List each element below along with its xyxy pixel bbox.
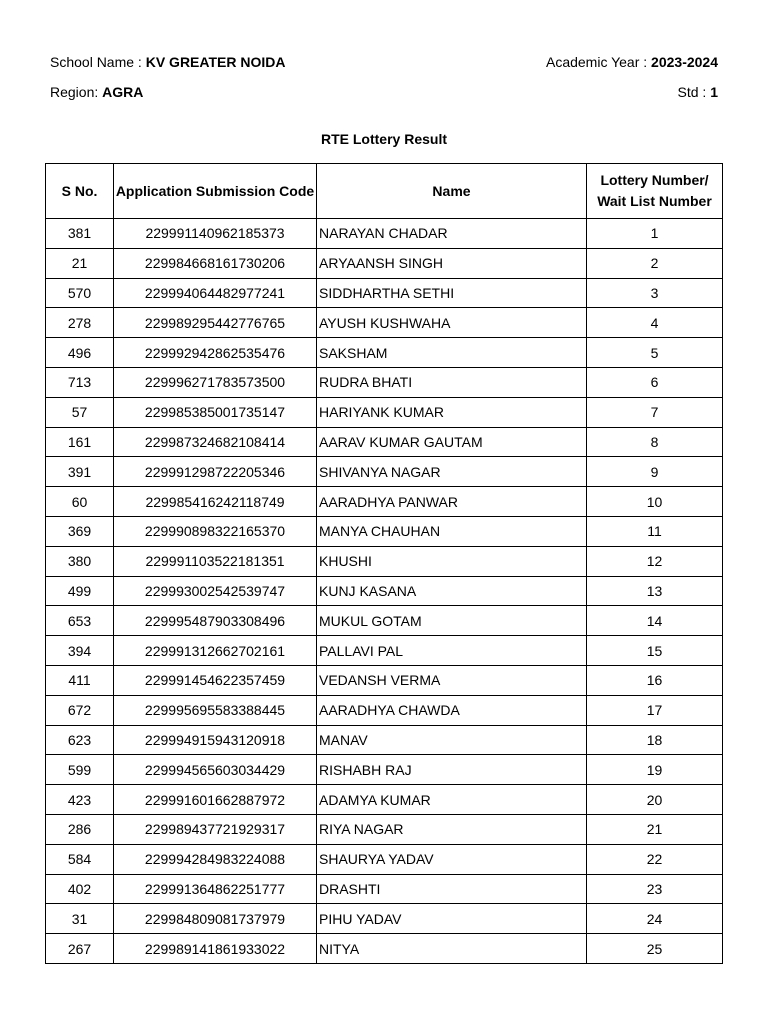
school-name-value: KV GREATER NOIDA xyxy=(145,54,286,70)
column-header-application-code: Application Submission Code xyxy=(114,164,317,219)
cell-application-code: 229985416242118749 xyxy=(114,487,317,517)
cell-application-code: 229990898322165370 xyxy=(114,516,317,546)
cell-lottery-number: 20 xyxy=(587,785,723,815)
table-row xyxy=(46,308,723,338)
cell-name: KHUSHI xyxy=(317,546,587,576)
cell-s-no: 57 xyxy=(46,397,114,427)
region-label: Region: xyxy=(50,84,99,100)
cell-name: HARIYANK KUMAR xyxy=(317,397,587,427)
cell-application-code: 229984668161730206 xyxy=(114,248,317,278)
academic-year-label: Academic Year : xyxy=(545,54,648,70)
cell-name: PALLAVI PAL xyxy=(317,636,587,666)
region-value: AGRA xyxy=(102,84,144,100)
cell-application-code: 229994565603034429 xyxy=(114,755,317,785)
cell-name: SAKSHAM xyxy=(317,338,587,368)
cell-application-code: 229991601662887972 xyxy=(114,785,317,815)
cell-lottery-number: 10 xyxy=(587,487,723,517)
cell-lottery-number: 12 xyxy=(587,546,723,576)
cell-lottery-number: 2 xyxy=(587,248,723,278)
standard-label: Std : xyxy=(677,84,707,100)
cell-s-no: 653 xyxy=(46,606,114,636)
cell-application-code: 229991312662702161 xyxy=(114,636,317,666)
cell-s-no: 713 xyxy=(46,367,114,397)
cell-lottery-number: 25 xyxy=(587,934,723,964)
school-name-label: School Name : xyxy=(50,54,142,70)
cell-s-no: 672 xyxy=(46,695,114,725)
cell-application-code: 229985385001735147 xyxy=(114,397,317,427)
table-row xyxy=(46,904,723,934)
cell-application-code: 229984809081737979 xyxy=(114,904,317,934)
cell-name: SHIVANYA NAGAR xyxy=(317,457,587,487)
cell-name: AYUSH KUSHWAHA xyxy=(317,308,587,338)
cell-application-code: 229994284983224088 xyxy=(114,844,317,874)
cell-name: NITYA xyxy=(317,934,587,964)
cell-s-no: 423 xyxy=(46,785,114,815)
page-title: RTE Lottery Result xyxy=(320,131,447,147)
cell-lottery-number: 19 xyxy=(587,755,723,785)
cell-lottery-number: 17 xyxy=(587,695,723,725)
cell-lottery-number: 7 xyxy=(587,397,723,427)
table-row xyxy=(46,546,723,576)
cell-lottery-number: 14 xyxy=(587,606,723,636)
cell-application-code: 229994915943120918 xyxy=(114,725,317,755)
cell-name: PIHU YADAV xyxy=(317,904,587,934)
cell-lottery-number: 24 xyxy=(587,904,723,934)
cell-s-no: 21 xyxy=(46,248,114,278)
cell-name: MANYA CHAUHAN xyxy=(317,516,587,546)
cell-s-no: 267 xyxy=(46,934,114,964)
cell-name: AARADHYA CHAWDA xyxy=(317,695,587,725)
cell-name: SIDDHARTHA SETHI xyxy=(317,278,587,308)
cell-s-no: 499 xyxy=(46,576,114,606)
table-row xyxy=(46,785,723,815)
table-row xyxy=(46,278,723,308)
cell-s-no: 381 xyxy=(46,219,114,249)
cell-s-no: 496 xyxy=(46,338,114,368)
column-header-lottery-number: Lottery Number/ Wait List Number xyxy=(587,164,723,219)
cell-s-no: 31 xyxy=(46,904,114,934)
cell-application-code: 229991103522181351 xyxy=(114,546,317,576)
table-row xyxy=(46,755,723,785)
table-row xyxy=(46,814,723,844)
cell-s-no: 584 xyxy=(46,844,114,874)
cell-name: RUDRA BHATI xyxy=(317,367,587,397)
column-header-s-no: S No. xyxy=(46,164,114,219)
cell-lottery-number: 18 xyxy=(587,725,723,755)
table-row xyxy=(46,248,723,278)
table-row xyxy=(46,844,723,874)
cell-application-code: 229995487903308496 xyxy=(114,606,317,636)
table-row xyxy=(46,874,723,904)
cell-name: NARAYAN CHADAR xyxy=(317,219,587,249)
cell-application-code: 229995695583388445 xyxy=(114,695,317,725)
table-row xyxy=(46,516,723,546)
cell-s-no: 402 xyxy=(46,874,114,904)
cell-lottery-number: 8 xyxy=(587,427,723,457)
cell-lottery-number: 9 xyxy=(587,457,723,487)
cell-application-code: 229993002542539747 xyxy=(114,576,317,606)
table-row xyxy=(46,606,723,636)
cell-s-no: 599 xyxy=(46,755,114,785)
cell-s-no: 278 xyxy=(46,308,114,338)
table-row xyxy=(46,576,723,606)
cell-s-no: 380 xyxy=(46,546,114,576)
cell-name: AARAV KUMAR GAUTAM xyxy=(317,427,587,457)
cell-s-no: 570 xyxy=(46,278,114,308)
cell-application-code: 229989437721929317 xyxy=(114,814,317,844)
cell-name: AARADHYA PANWAR xyxy=(317,487,587,517)
cell-name: VEDANSH VERMA xyxy=(317,665,587,695)
table-header-row xyxy=(46,164,723,219)
cell-application-code: 229994064482977241 xyxy=(114,278,317,308)
cell-s-no: 369 xyxy=(46,516,114,546)
cell-application-code: 229991140962185373 xyxy=(114,219,317,249)
lottery-result-table xyxy=(45,163,723,964)
cell-lottery-number: 6 xyxy=(587,367,723,397)
cell-application-code: 229991364862251777 xyxy=(114,874,317,904)
cell-application-code: 229992942862535476 xyxy=(114,338,317,368)
standard xyxy=(678,84,718,100)
cell-lottery-number: 15 xyxy=(587,636,723,666)
cell-s-no: 286 xyxy=(46,814,114,844)
cell-lottery-number: 13 xyxy=(587,576,723,606)
cell-lottery-number: 5 xyxy=(587,338,723,368)
cell-lottery-number: 11 xyxy=(587,516,723,546)
table-row xyxy=(46,427,723,457)
table-row xyxy=(46,397,723,427)
cell-application-code: 229989295442776765 xyxy=(114,308,317,338)
cell-s-no: 60 xyxy=(46,487,114,517)
cell-name: KUNJ KASANA xyxy=(317,576,587,606)
cell-lottery-number: 4 xyxy=(587,308,723,338)
cell-name: DRASHTI xyxy=(317,874,587,904)
cell-application-code: 229987324682108414 xyxy=(114,427,317,457)
cell-application-code: 229991298722205346 xyxy=(114,457,317,487)
cell-lottery-number: 23 xyxy=(587,874,723,904)
cell-name: MANAV xyxy=(317,725,587,755)
table-row xyxy=(46,457,723,487)
cell-name: RISHABH RAJ xyxy=(317,755,587,785)
cell-lottery-number: 22 xyxy=(587,844,723,874)
cell-name: ARYAANSH SINGH xyxy=(317,248,587,278)
cell-lottery-number: 16 xyxy=(587,665,723,695)
table-row xyxy=(46,725,723,755)
column-header-name: Name xyxy=(317,164,587,219)
cell-name: ADAMYA KUMAR xyxy=(317,785,587,815)
region xyxy=(50,84,143,100)
cell-s-no: 161 xyxy=(46,427,114,457)
table-row xyxy=(46,636,723,666)
standard-value: 1 xyxy=(710,84,718,100)
cell-name: SHAURYA YADAV xyxy=(317,844,587,874)
table-row xyxy=(46,934,723,964)
cell-lottery-number: 21 xyxy=(587,814,723,844)
table-row xyxy=(46,695,723,725)
cell-name: MUKUL GOTAM xyxy=(317,606,587,636)
school-name xyxy=(50,54,285,70)
cell-s-no: 623 xyxy=(46,725,114,755)
table-row xyxy=(46,219,723,249)
table-row xyxy=(46,487,723,517)
cell-s-no: 391 xyxy=(46,457,114,487)
table-row xyxy=(46,367,723,397)
table-row xyxy=(46,665,723,695)
academic-year-value: 2023-2024 xyxy=(651,54,718,70)
table-row xyxy=(46,338,723,368)
cell-name: RIYA NAGAR xyxy=(317,814,587,844)
cell-s-no: 394 xyxy=(46,636,114,666)
cell-lottery-number: 1 xyxy=(587,219,723,249)
cell-application-code: 229989141861933022 xyxy=(114,934,317,964)
cell-lottery-number: 3 xyxy=(587,278,723,308)
cell-application-code: 229996271783573500 xyxy=(114,367,317,397)
academic-year xyxy=(546,54,718,70)
cell-s-no: 411 xyxy=(46,665,114,695)
cell-application-code: 229991454622357459 xyxy=(114,665,317,695)
